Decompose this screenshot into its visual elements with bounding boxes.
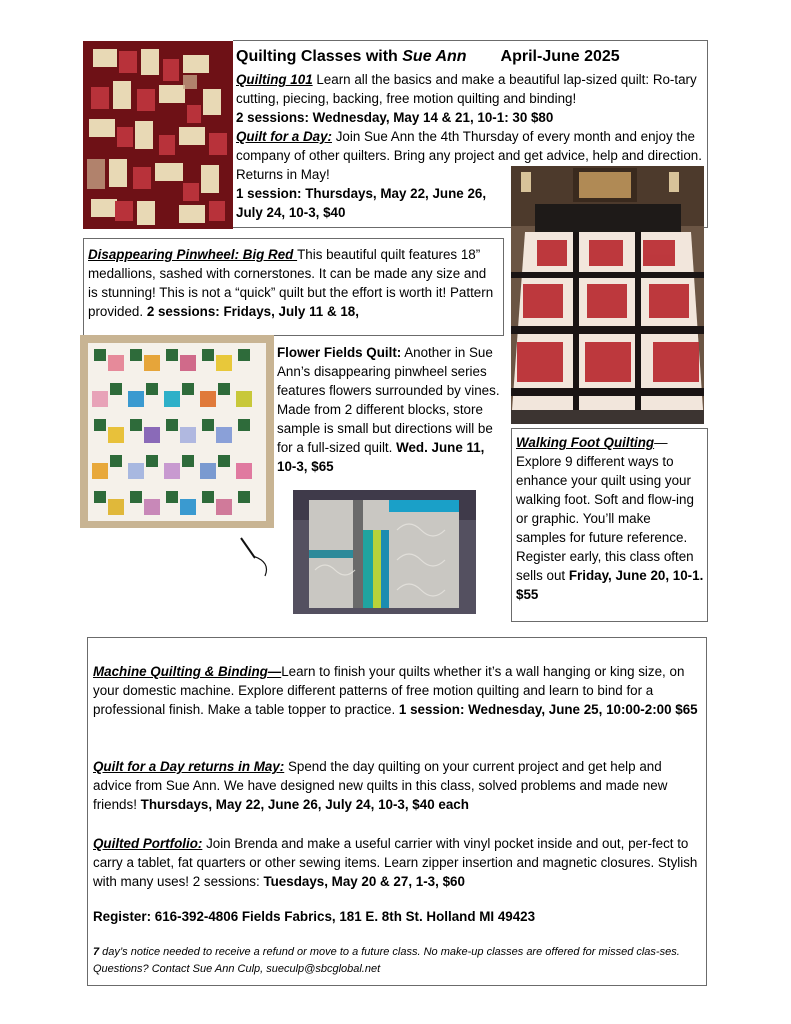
flower-fields-title: Flower Fields Quilt: [277, 345, 402, 360]
quilt-for-a-day-returns-body: Spend the day quilting on your current project and get help and advice from Sue Ann. We have designed new quilts in this class, solved problems and made new friends! [93, 759, 668, 812]
bed-quilt-photo [511, 166, 704, 424]
footnote-number: 7 [93, 946, 100, 958]
quilt-for-a-day-body: Join Sue Ann the 4th Thursday of every month and enjoy the company of other quilters. Bring any project and get advice, help and direction. Returns in May! [236, 129, 702, 182]
title-prefix: Quilting Classes with [236, 48, 403, 65]
quilt-for-a-day-sessions-1: 1 session: Thursdays, May 22, June 26, [236, 186, 487, 201]
quilt-for-a-day-title: Quilt for a Day: [236, 129, 332, 144]
machine-quilting-section [93, 662, 703, 719]
quilt-pattern-graphic [83, 41, 233, 229]
walking-foot-text [516, 433, 704, 604]
flower-fields-graphic [80, 335, 274, 528]
quilt-photo-red-rail [83, 41, 233, 229]
machine-quilting-sessions: 1 session: Wednesday, June 25, 10:00-2:00 $65 [398, 702, 698, 717]
fields-fabrics-logo [103, 534, 281, 614]
needle-icon [103, 534, 281, 614]
disappearing-pinwheel-title: Disappearing Pinwheel: Big Red [88, 247, 298, 262]
walking-foot-body: Explore 9 different ways to enhance your quilt using your walking foot. Soft and flow-ing or graphic. You’ll make samples for future reference. Register early, this class often sells out [516, 454, 694, 583]
title-name: Sue Ann [402, 48, 467, 65]
quilt-for-a-day-returns-sessions: Thursdays, May 22, June 26, July 24, 10-3, $40 each [140, 797, 469, 812]
walking-foot-sessions: Friday, June 20, 10-1. $55 [516, 568, 704, 602]
quilting-101-sessions: 2 sessions: Wednesday, May 14 & 21, 10-1: 30 $80 [236, 110, 554, 125]
quilted-portfolio-body: Join Brenda and make a useful carrier with vinyl pocket inside and out, per-fect to carry a tablet, fat quarters or other sewing items. Learn zipper insertion and magnetic closures. Stylish with many uses! 2 sessions: [93, 836, 698, 889]
quilting-101-body: Learn all the basics and make a beautiful lap-sized quilt: Ro-tary cutting, piecing, backing, free motion quilting and binding! [236, 72, 697, 106]
quilted-portfolio-title: Quilted Portfolio: [93, 836, 203, 851]
disappearing-pinwheel-text [88, 245, 498, 321]
page-title [236, 46, 706, 68]
flower-fields-body: Another in Sue Ann’s disappearing pinwheel series features flowers surrounded by vines. Made from 2 different blocks, store sample is small but directions will be for a full-sized quilt. [277, 345, 500, 455]
quilted-portfolio-section [93, 834, 703, 891]
disappearing-pinwheel-body: This beautiful quilt features 18” medallions, sashed with cornerstones. It can be made any size and is stunning! This is not a “quick” quilt but the effort is worth it! Pattern provided. [88, 247, 494, 319]
flower-fields-text [277, 343, 507, 476]
quilt-for-a-day-section [93, 757, 703, 814]
footnote-text: day’s notice needed to receive a refund or move to a future class. No make-up classes are offered for missed clas-ses. Questions? Contact Sue Ann Culp, sueculp@sbcglobal.net [93, 946, 680, 975]
footnote [93, 944, 703, 978]
walking-foot-title: Walking Foot Quilting [516, 435, 655, 450]
walking-foot-dash: — [654, 435, 668, 450]
portfolio-graphic [293, 490, 476, 614]
machine-quilting-body: Learn to finish your quilts whether it’s a wall hanging or king size, on your domestic machine. Explore different patterns of free motion quilting and learn to bind for a professional finish. Make a table topper to practice. [93, 664, 685, 717]
register-line: Register: 616-392-4806 Fields Fabrics, 181 E. 8th St. Holland MI 49423 [93, 909, 536, 924]
machine-quilting-title: Machine Quilting & Binding— [93, 664, 282, 679]
quilted-portfolio-photo [293, 490, 476, 614]
bed-quilt-graphic [511, 166, 704, 424]
title-dates: April-June 2025 [500, 48, 620, 65]
quilt-for-a-day-returns-title: Quilt for a Day returns in May: [93, 759, 285, 774]
flower-fields-quilt-photo [80, 335, 274, 528]
disappearing-pinwheel-sessions: 2 sessions: Fridays, July 11 & 18, [146, 304, 359, 319]
quilting-101-title: Quilting 101 [236, 72, 313, 87]
quilted-portfolio-sessions: Tuesdays, May 20 & 27, 1-3, $60 [263, 874, 465, 889]
flower-fields-sessions: Wed. June 11, 10-3, $65 [277, 440, 485, 474]
quilt-for-a-day-sessions-2: July 24, 10-3, $40 [236, 205, 346, 220]
